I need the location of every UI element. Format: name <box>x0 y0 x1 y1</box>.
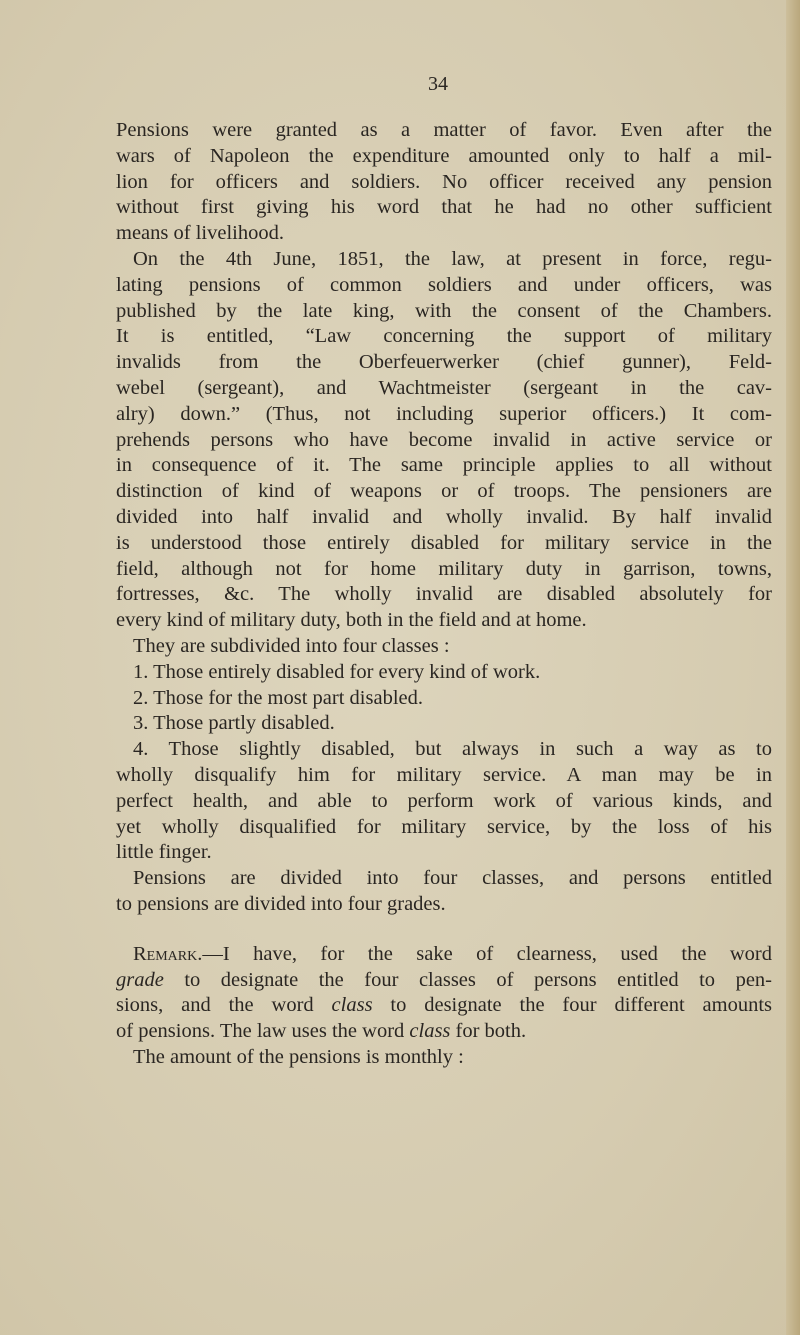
remark-label: Remark. <box>133 942 203 965</box>
text-line: little finger. <box>116 841 212 864</box>
text-segment: to designate the four different amounts <box>372 994 772 1017</box>
text-line <box>116 942 772 968</box>
text-line: Pensions are divided into four classes, and persons entitled <box>133 867 772 890</box>
paragraph <box>116 118 772 247</box>
text-line: field, although not for home military duty in garrison, towns, <box>116 557 772 580</box>
paragraph <box>116 634 772 660</box>
page-number: 34 <box>428 73 448 95</box>
paragraph <box>116 711 772 737</box>
text-line: lion for officers and soldiers. No officer received any pension <box>116 170 772 193</box>
text-line: wars of Napoleon the expenditure amounted only to half a mil- <box>116 144 772 167</box>
text-line: wholly disqualify him for military service. A man may be in <box>116 763 772 786</box>
text-line: is understood those entirely disabled for military service in the <box>116 531 772 554</box>
text-line: Pensions were granted as a matter of favor. Even after the <box>116 119 772 141</box>
text-line: published by the late king, with the consent of the Chambers. <box>116 299 772 322</box>
paragraph <box>116 866 772 918</box>
text-line: means of livelihood. <box>116 222 284 245</box>
text-line: prehends persons who have become invalid in active service or <box>116 428 772 451</box>
text-line: invalids from the Oberfeuerwerker (chief gunner), Feld- <box>116 351 772 374</box>
text-line: 2. Those for the most part disabled. <box>133 686 423 709</box>
italic-word: class <box>331 994 373 1017</box>
text-line: 4. Those slightly disabled, but always in such a way as to <box>133 738 772 761</box>
text-line: On the 4th June, 1851, the law, at present in force, regu- <box>133 247 772 270</box>
text-line: They are subdivided into four classes : <box>133 634 450 657</box>
text-line: It is entitled, “Law concerning the support of military <box>116 325 772 348</box>
paragraph <box>116 660 772 686</box>
text-segment: sions, and the word <box>116 994 332 1017</box>
body-text <box>116 118 772 1071</box>
paragraph <box>116 942 772 1045</box>
text-line <box>116 993 772 1019</box>
text-line: webel (sergeant), and Wachtmeister (sergeant in the cav- <box>116 376 772 399</box>
paragraph <box>116 737 772 866</box>
text-line: 3. Those partly disabled. <box>133 712 335 735</box>
text-line <box>116 1019 772 1045</box>
text-line: perfect health, and able to perform work of various kinds, and <box>116 789 772 812</box>
text-line: 1. Those entirely disabled for every kind of work. <box>133 660 541 683</box>
text-line: yet wholly disqualified for military service, by the loss of his <box>116 815 772 838</box>
text-line: divided into half invalid and wholly invalid. By half invalid <box>116 505 772 528</box>
text-line: alry) down.” (Thus, not including superior officers.) It com- <box>116 402 772 425</box>
text-line: fortresses, &c. The wholly invalid are disabled absolutely for <box>116 583 772 606</box>
text-segment: for both. <box>450 1020 527 1043</box>
text-line: in consequence of it. The same principle applies to all without <box>116 454 772 477</box>
text-line: The amount of the pensions is monthly : <box>133 1045 464 1068</box>
text-line: every kind of military duty, both in the field and at home. <box>116 609 587 632</box>
text-segment: of pensions. The law uses the word <box>116 1020 410 1043</box>
italic-word: grade <box>116 968 164 991</box>
text-line: without first giving his word that he had no other sufficient <box>116 196 772 219</box>
text-line <box>116 968 772 994</box>
text-line: to pensions are divided into four grades. <box>116 892 446 915</box>
text-segment: —I have, for the sake of clearness, used the word <box>202 942 772 965</box>
text-segment: to designate the four classes of persons entitled to pen- <box>163 968 772 991</box>
text-line: lating pensions of common soldiers and under officers, was <box>116 273 772 296</box>
text-line: distinction of kind of weapons or of troops. The pensioners are <box>116 480 772 503</box>
paragraph <box>116 1045 772 1071</box>
italic-word: class <box>409 1020 451 1043</box>
page-edge <box>786 0 800 1335</box>
paragraph <box>116 247 772 634</box>
paragraph <box>116 686 772 712</box>
